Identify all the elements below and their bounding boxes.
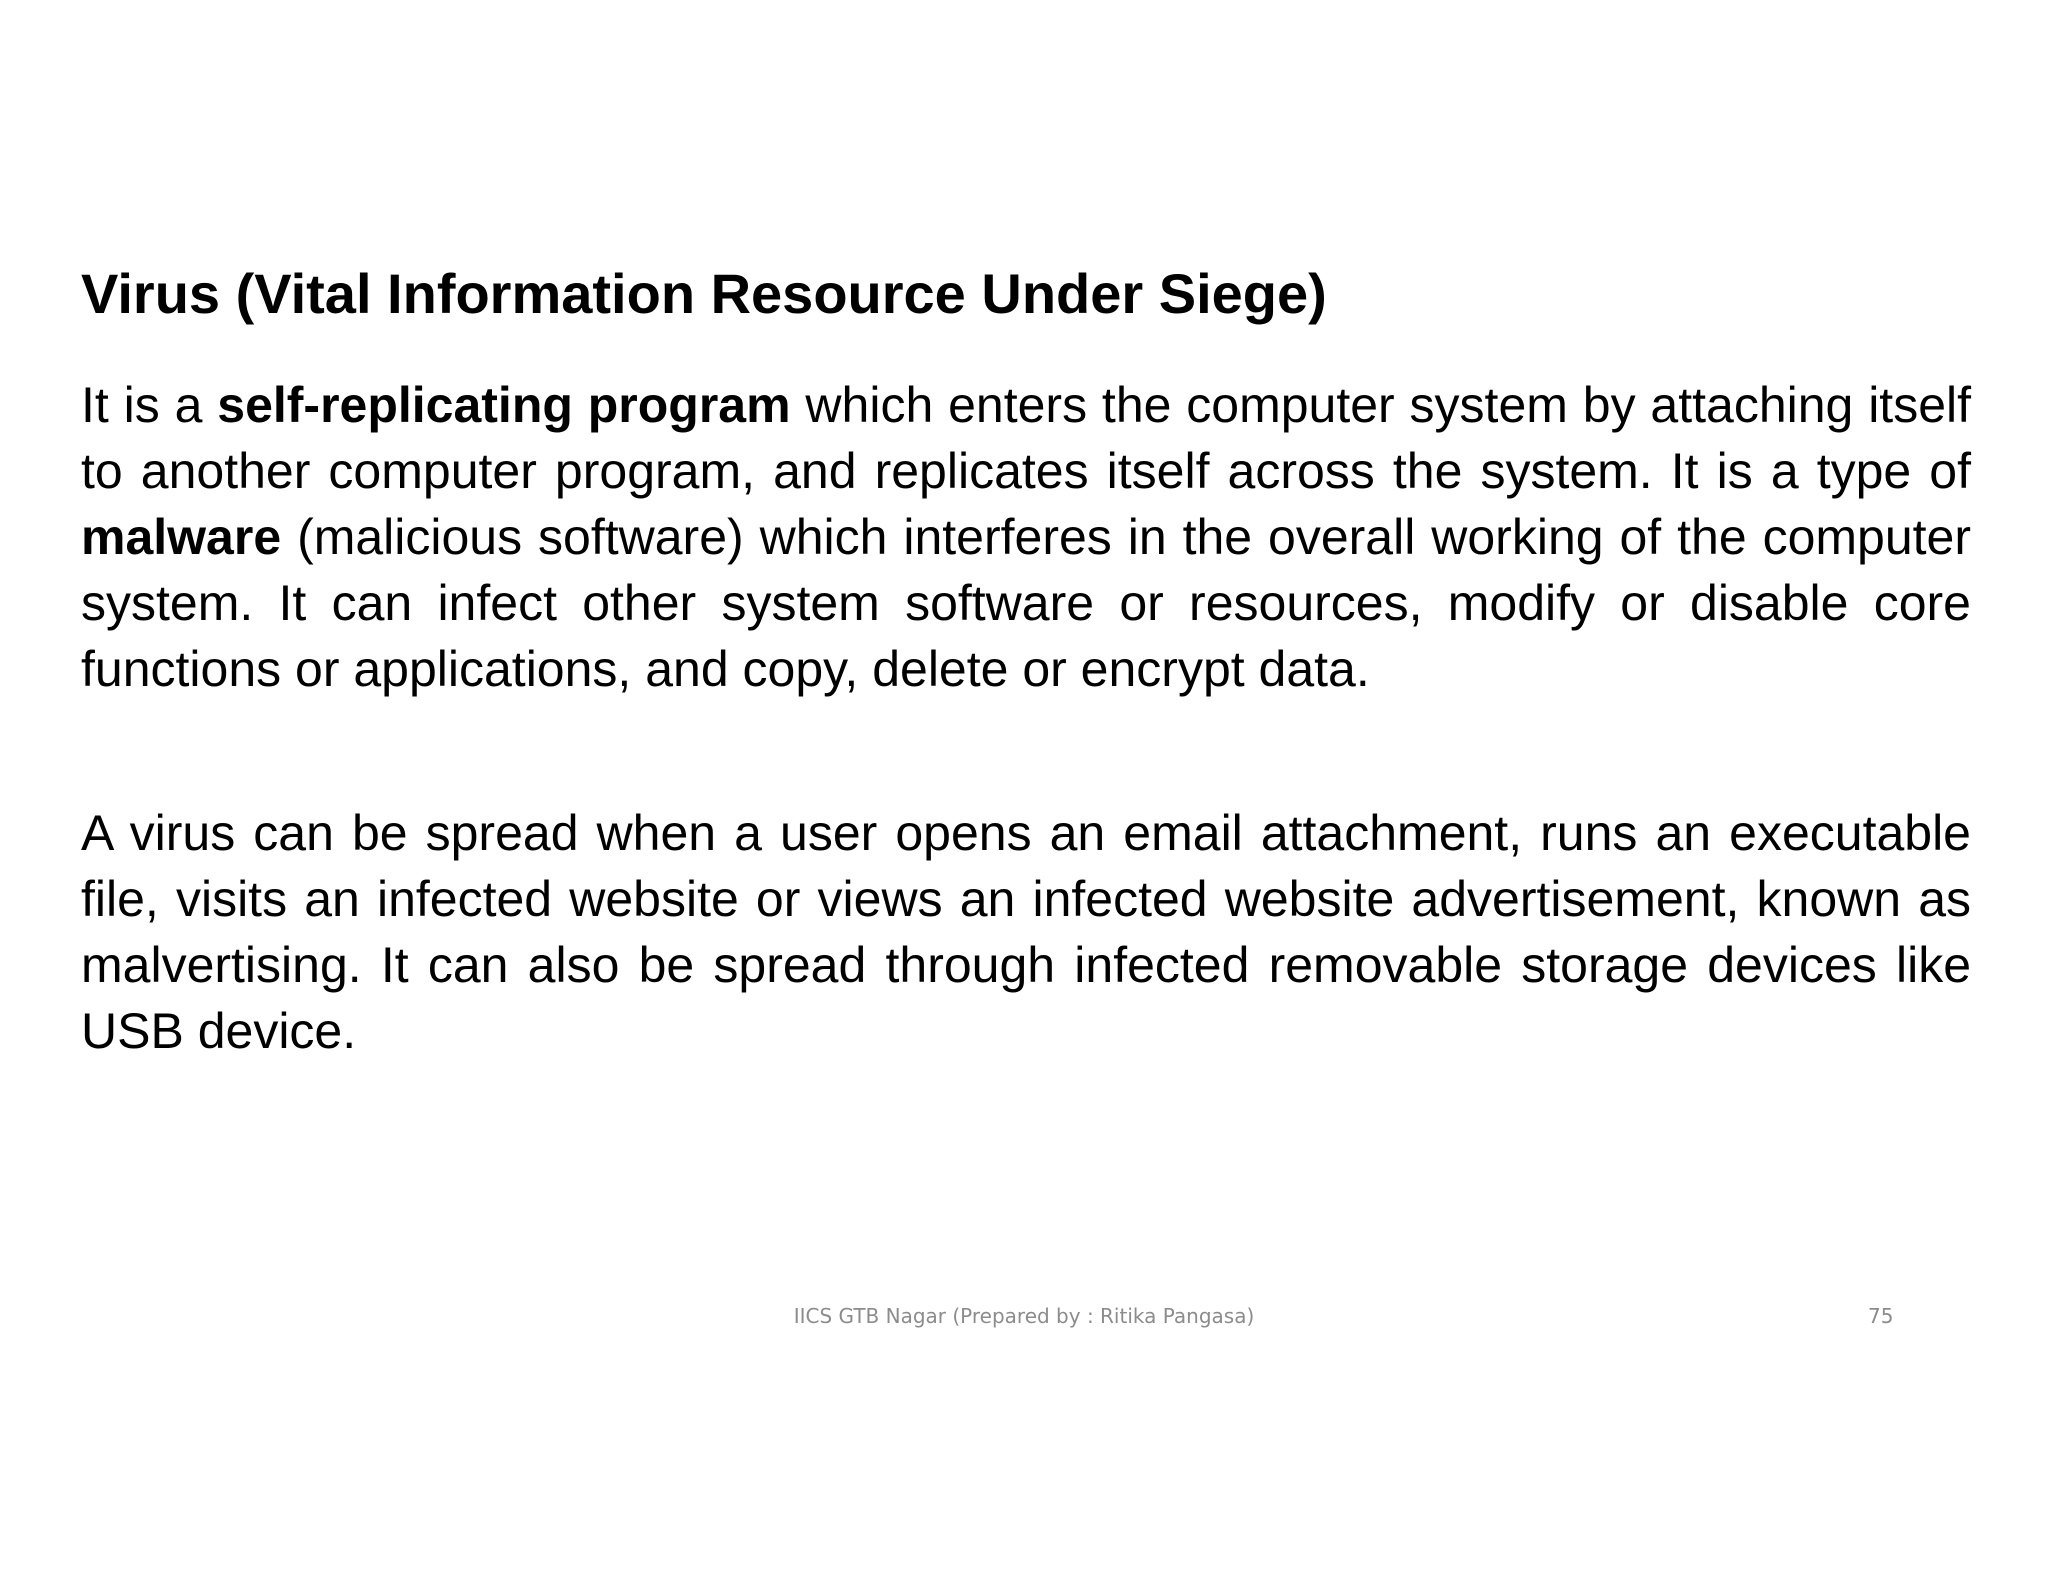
- paragraph-text: It is a: [81, 377, 218, 433]
- bold-term-malware: malware: [81, 509, 282, 565]
- paragraph-definition: [81, 372, 1971, 702]
- page-number: 75: [1868, 1304, 1894, 1328]
- paragraph-spread: A virus can be spread when a user opens an email attachment, runs an executable file, visits an infected website or views an infected website advertisement, known as malvertising. It can also be spread through infected removable storage devices like USB device.: [81, 805, 1971, 1059]
- paragraph-text: (malicious software) which interferes in the overall working of the computer system. It can infect other system software or resources, modify or disable core functions or applications, and copy, delete or encrypt data.: [81, 509, 1971, 697]
- bold-term-self-replicating: self-replicating program: [217, 377, 791, 433]
- paragraph-text: which enters the computer system by attaching itself to another computer program, and replicates itself across the system. It is a type of: [81, 377, 1972, 499]
- footer-credit: IICS GTB Nagar (Prepared by : Ritika Pangasa): [793, 1304, 1255, 1328]
- slide-title: Virus (Vital Information Resource Under Siege): [81, 262, 1327, 325]
